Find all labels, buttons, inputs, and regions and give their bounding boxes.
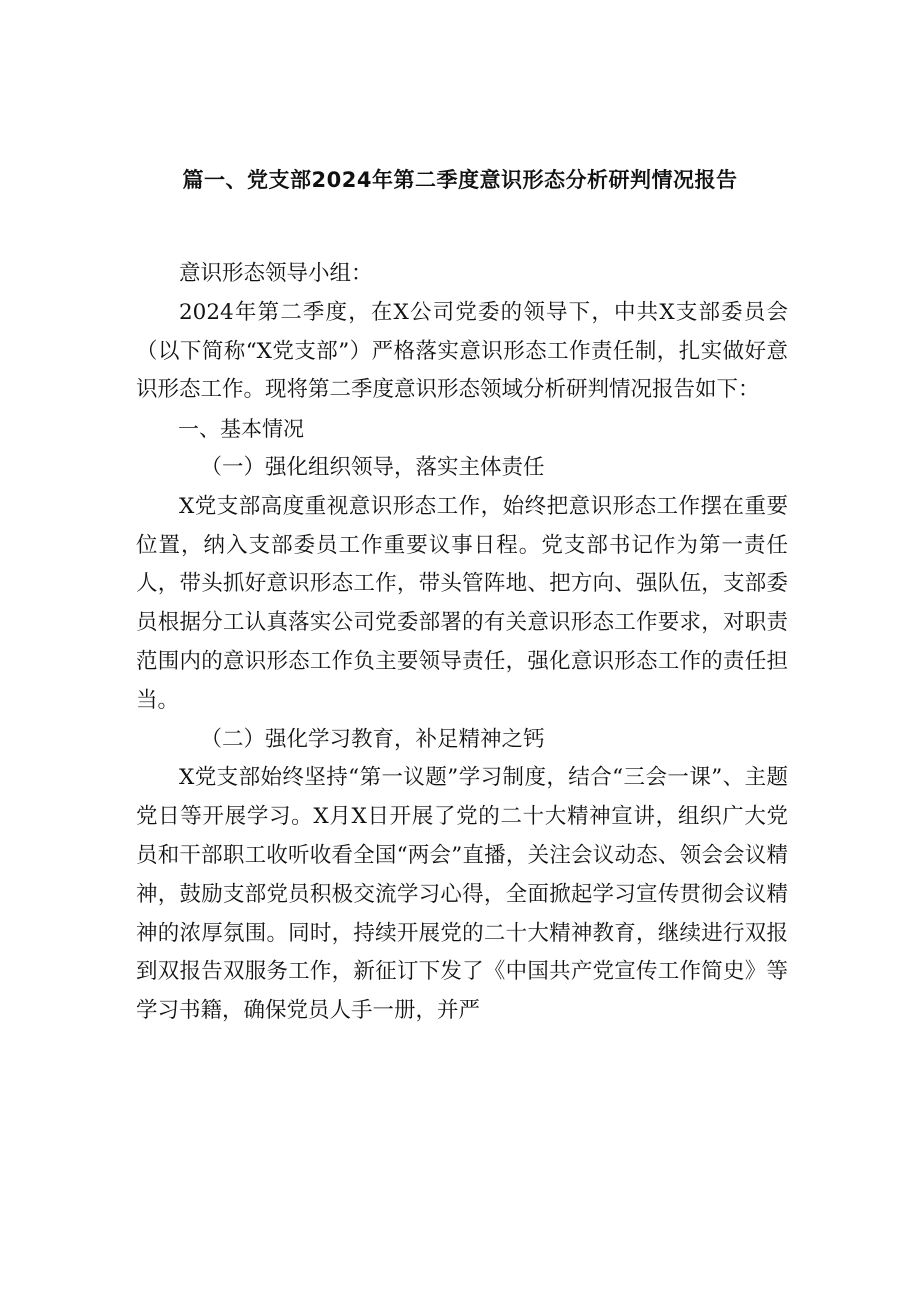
subsection-heading-study: （二）强化学习教育，补足精神之钙: [200, 726, 545, 752]
salutation: 意识形态领导小组：: [179, 261, 373, 286]
document-title: 篇一、党支部2024年第二季度意识形态分析研判情况报告: [182, 168, 738, 192]
paragraph-organization: X党支部高度重视意识形态工作，始终把意识形态工作摆在重要位置，纳入支部委员工作重要议事日程。党支部书记作为第一责任人，带头抓好意识形态工作，带头管阵地、把方向、强队伍，支部委员根据分工认真落实公司党委部署的有关意识形态工作要求，对职责范围内的意识形态工作负主要领导责任，强化意识形态工作的责任担当。: [136, 493, 788, 713]
document-body: [136, 255, 788, 1031]
section-heading-basic-situation: 一、基本情况: [178, 417, 304, 442]
paragraph-study: X党支部始终坚持“第一议题”学习制度，结合“三会一课”、主题党日等开展学习。X月X日开展了党的二十大精神宣讲，组织广大党员和干部职工收听收看全国“两会”直播，关注会议动态、领会会议精神，鼓励支部党员积极交流学习心得，全面掀起学习宣传贯彻会议精神的浓厚氛围。同时，持续开展党的二十大精神教育，继续进行双报到双报告双服务工作，新征订下发了《中国共产党宣传工作简史》等学习书籍，确保党员人手一册，并严: [136, 765, 788, 1024]
subsection-heading-organization: （一）强化组织领导，落实主体责任: [200, 454, 545, 480]
intro-paragraph: 2024年第二季度，在X公司党委的领导下，中共X支部委员会（以下简称“X党支部”）严格落实意识形态工作责任制，扎实做好意识形态工作。现将第二季度意识形态领域分析研判情况报告如下：: [136, 299, 788, 403]
